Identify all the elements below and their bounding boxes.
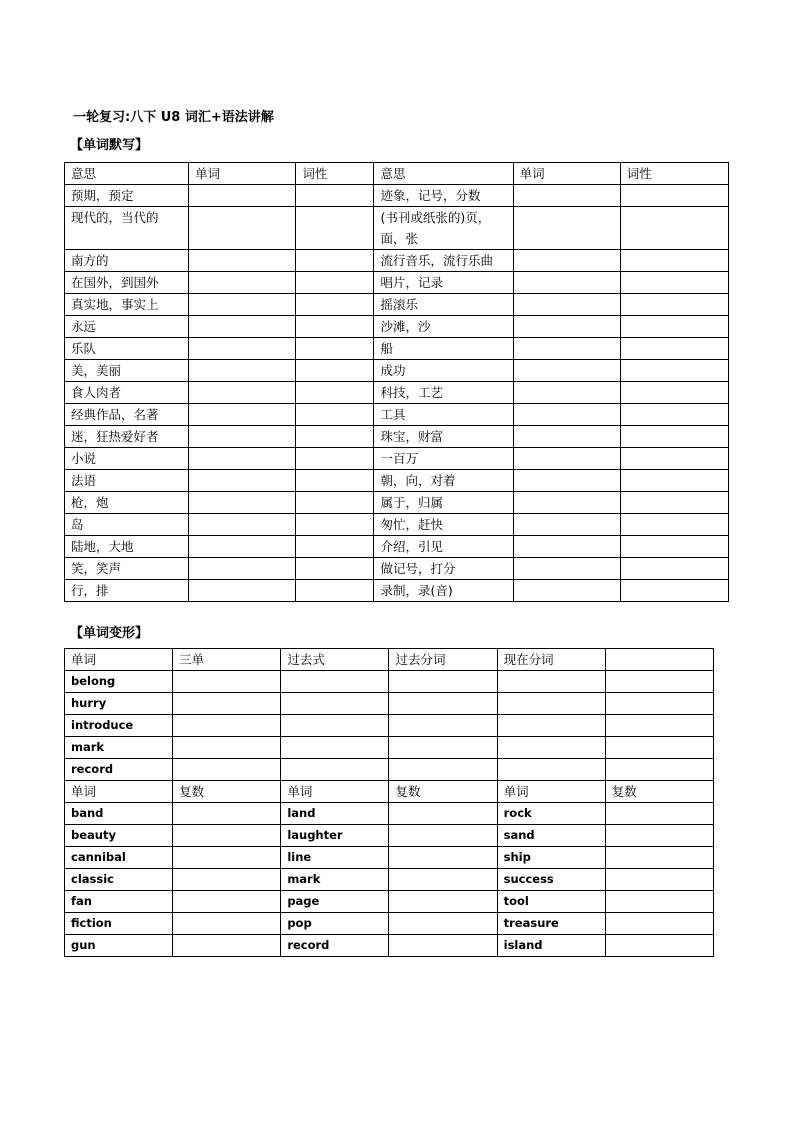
meaning-cell: 美，美丽 [65, 360, 189, 382]
plural-answer-cell[interactable] [173, 935, 281, 957]
word-answer-cell[interactable] [189, 514, 296, 536]
plural-answer-cell[interactable] [605, 891, 713, 913]
form-answer-cell[interactable] [173, 759, 281, 781]
word-answer-cell[interactable] [189, 382, 296, 404]
plural-answer-cell[interactable] [173, 803, 281, 825]
column-header: 意思 [65, 163, 189, 185]
word-answer-cell[interactable] [513, 558, 620, 580]
pos-answer-cell[interactable] [296, 426, 374, 448]
pos-answer-cell[interactable] [296, 316, 374, 338]
noun-cell: pop [281, 913, 389, 935]
pos-answer-cell[interactable] [296, 207, 374, 250]
word-answer-cell[interactable] [189, 448, 296, 470]
meaning-cell: 在国外，到国外 [65, 272, 189, 294]
noun-cell: line [281, 847, 389, 869]
pos-answer-cell[interactable] [296, 294, 374, 316]
plural-answer-cell[interactable] [605, 803, 713, 825]
meaning-cell: 真实地，事实上 [65, 294, 189, 316]
word-answer-cell[interactable] [189, 536, 296, 558]
form-answer-cell[interactable] [497, 715, 605, 737]
pos-answer-cell[interactable] [296, 250, 374, 272]
noun-cell: treasure [497, 913, 605, 935]
word-answer-cell[interactable] [513, 536, 620, 558]
word-answer-cell[interactable] [513, 185, 620, 207]
pos-answer-cell[interactable] [620, 426, 728, 448]
table-row [65, 913, 714, 935]
verb-cell: record [65, 759, 173, 781]
word-answer-cell[interactable] [513, 382, 620, 404]
column-header: 单词 [497, 781, 605, 803]
word-answer-cell[interactable] [513, 470, 620, 492]
pos-answer-cell[interactable] [296, 514, 374, 536]
pos-answer-cell[interactable] [620, 382, 728, 404]
table-row [65, 558, 729, 580]
table-row [65, 250, 729, 272]
plural-answer-cell[interactable] [389, 935, 497, 957]
noun-cell: island [497, 935, 605, 957]
word-answer-cell[interactable] [189, 470, 296, 492]
plural-answer-cell[interactable] [173, 869, 281, 891]
section-heading-word-forms: 【单词变形】 [70, 626, 149, 641]
meaning-cell: 一百万 [374, 448, 513, 470]
table-header-row [65, 163, 729, 185]
column-header: 单词 [281, 781, 389, 803]
form-answer-cell[interactable] [281, 715, 389, 737]
column-header: 词性 [620, 163, 728, 185]
word-answer-cell[interactable] [189, 250, 296, 272]
plural-answer-cell[interactable] [605, 869, 713, 891]
column-header [605, 649, 713, 671]
form-answer-cell[interactable] [281, 671, 389, 693]
pos-answer-cell[interactable] [620, 207, 728, 250]
table-row [65, 294, 729, 316]
meaning-cell: 做记号，打分 [374, 558, 513, 580]
noun-cell: laughter [281, 825, 389, 847]
noun-cell: gun [65, 935, 173, 957]
meaning-cell: 摇滚乐 [374, 294, 513, 316]
table-row [65, 536, 729, 558]
pos-answer-cell[interactable] [620, 316, 728, 338]
pos-answer-cell[interactable] [620, 492, 728, 514]
meaning-cell: 工具 [374, 404, 513, 426]
meaning-cell: 笑，笑声 [65, 558, 189, 580]
form-answer-cell[interactable] [389, 693, 497, 715]
form-answer-cell[interactable] [173, 671, 281, 693]
plural-answer-cell[interactable] [389, 869, 497, 891]
word-answer-cell[interactable] [189, 185, 296, 207]
meaning-cell: 属于，归属 [374, 492, 513, 514]
word-answer-cell[interactable] [189, 272, 296, 294]
table-row [65, 470, 729, 492]
word-answer-cell[interactable] [189, 360, 296, 382]
table-row [65, 185, 729, 207]
page-title: 一轮复习:八下 U8 词汇+语法讲解 [73, 110, 274, 125]
table-row [65, 759, 714, 781]
pos-answer-cell[interactable] [620, 272, 728, 294]
word-answer-cell[interactable] [513, 207, 620, 250]
column-header: 三单 [173, 649, 281, 671]
plural-answer-cell[interactable] [605, 825, 713, 847]
meaning-cell: 迹象，记号，分数 [374, 185, 513, 207]
word-answer-cell[interactable] [513, 250, 620, 272]
pos-answer-cell[interactable] [296, 404, 374, 426]
plural-answer-cell[interactable] [605, 935, 713, 957]
pos-answer-cell[interactable] [296, 272, 374, 294]
table-header-row [65, 649, 714, 671]
word-answer-cell[interactable] [513, 514, 620, 536]
form-answer-cell[interactable] [605, 693, 713, 715]
pos-answer-cell[interactable] [296, 536, 374, 558]
table-row [65, 693, 714, 715]
meaning-cell: 预期，预定 [65, 185, 189, 207]
meaning-cell: 成功 [374, 360, 513, 382]
form-answer-cell[interactable] [281, 737, 389, 759]
form-answer-cell[interactable] [389, 715, 497, 737]
plural-answer-cell[interactable] [173, 891, 281, 913]
word-answer-cell[interactable] [513, 316, 620, 338]
form-answer-cell[interactable] [173, 693, 281, 715]
pos-answer-cell[interactable] [620, 250, 728, 272]
word-answer-cell[interactable] [513, 294, 620, 316]
word-answer-cell[interactable] [189, 492, 296, 514]
column-header: 意思 [374, 163, 513, 185]
word-answer-cell[interactable] [189, 338, 296, 360]
form-answer-cell[interactable] [389, 759, 497, 781]
plural-answer-cell[interactable] [605, 913, 713, 935]
verb-cell: belong [65, 671, 173, 693]
word-answer-cell[interactable] [513, 272, 620, 294]
meaning-cell: 永远 [65, 316, 189, 338]
table-row [65, 272, 729, 294]
table-row [65, 404, 729, 426]
plural-answer-cell[interactable] [389, 803, 497, 825]
meaning-cell: 流行音乐，流行乐曲 [374, 250, 513, 272]
meaning-cell: 岛 [65, 514, 189, 536]
table-row [65, 847, 714, 869]
noun-cell: ship [497, 847, 605, 869]
pos-answer-cell[interactable] [620, 448, 728, 470]
word-answer-cell[interactable] [513, 404, 620, 426]
meaning-cell: 沙滩，沙 [374, 316, 513, 338]
word-answer-cell[interactable] [189, 580, 296, 602]
noun-cell: success [497, 869, 605, 891]
word-answer-cell[interactable] [189, 294, 296, 316]
noun-cell: rock [497, 803, 605, 825]
noun-cell: record [281, 935, 389, 957]
table-row [65, 207, 729, 250]
form-answer-cell[interactable] [281, 693, 389, 715]
plural-answer-cell[interactable] [173, 913, 281, 935]
column-header: 单词 [513, 163, 620, 185]
column-header: 复数 [389, 781, 497, 803]
table-row [65, 869, 714, 891]
noun-cell: fan [65, 891, 173, 913]
table-row [65, 803, 714, 825]
noun-cell: page [281, 891, 389, 913]
form-answer-cell[interactable] [497, 759, 605, 781]
meaning-cell: (书刊或纸张的)页，面，张 [374, 207, 513, 250]
column-header: 现在分词 [497, 649, 605, 671]
meaning-cell: 迷，狂热爱好者 [65, 426, 189, 448]
plural-answer-cell[interactable] [173, 825, 281, 847]
meaning-cell: 现代的，当代的 [65, 207, 189, 250]
form-answer-cell[interactable] [605, 737, 713, 759]
table-row [65, 825, 714, 847]
form-answer-cell[interactable] [497, 737, 605, 759]
word-answer-cell[interactable] [189, 207, 296, 250]
word-forms-table [64, 648, 714, 957]
table-row [65, 382, 729, 404]
table-row [65, 514, 729, 536]
table-row [65, 935, 714, 957]
table-row [65, 580, 729, 602]
pos-answer-cell[interactable] [620, 558, 728, 580]
table-row [65, 715, 714, 737]
word-answer-cell[interactable] [513, 360, 620, 382]
form-answer-cell[interactable] [605, 715, 713, 737]
form-answer-cell[interactable] [173, 715, 281, 737]
pos-answer-cell[interactable] [620, 514, 728, 536]
table-row [65, 671, 714, 693]
pos-answer-cell[interactable] [296, 360, 374, 382]
pos-answer-cell[interactable] [296, 558, 374, 580]
form-answer-cell[interactable] [389, 671, 497, 693]
word-answer-cell[interactable] [513, 338, 620, 360]
meaning-cell: 录制，录(音) [374, 580, 513, 602]
meaning-cell: 珠宝，财富 [374, 426, 513, 448]
meaning-cell: 唱片，记录 [374, 272, 513, 294]
word-answer-cell[interactable] [189, 558, 296, 580]
pos-answer-cell[interactable] [620, 536, 728, 558]
meaning-cell: 科技，工艺 [374, 382, 513, 404]
pos-answer-cell[interactable] [296, 492, 374, 514]
noun-cell: classic [65, 869, 173, 891]
table-row [65, 316, 729, 338]
pos-answer-cell[interactable] [296, 382, 374, 404]
column-header: 词性 [296, 163, 374, 185]
verb-cell: mark [65, 737, 173, 759]
meaning-cell: 介绍，引见 [374, 536, 513, 558]
column-header: 过去分词 [389, 649, 497, 671]
word-answer-cell[interactable] [513, 426, 620, 448]
meaning-cell: 行，排 [65, 580, 189, 602]
verb-cell: hurry [65, 693, 173, 715]
table-row [65, 891, 714, 913]
noun-cell: beauty [65, 825, 173, 847]
pos-answer-cell[interactable] [620, 360, 728, 382]
table-row [65, 492, 729, 514]
noun-cell: tool [497, 891, 605, 913]
form-answer-cell[interactable] [605, 671, 713, 693]
table-row [65, 338, 729, 360]
meaning-cell: 朝，向，对着 [374, 470, 513, 492]
table-header-row [65, 781, 714, 803]
meaning-cell: 船 [374, 338, 513, 360]
word-answer-cell[interactable] [513, 448, 620, 470]
noun-cell: land [281, 803, 389, 825]
pos-answer-cell[interactable] [620, 294, 728, 316]
pos-answer-cell[interactable] [296, 580, 374, 602]
word-answer-cell[interactable] [513, 492, 620, 514]
column-header: 单词 [189, 163, 296, 185]
pos-answer-cell[interactable] [620, 185, 728, 207]
pos-answer-cell[interactable] [620, 338, 728, 360]
pos-answer-cell[interactable] [620, 470, 728, 492]
noun-cell: fiction [65, 913, 173, 935]
table-row [65, 448, 729, 470]
table-row [65, 360, 729, 382]
table-row [65, 426, 729, 448]
meaning-cell: 枪，炮 [65, 492, 189, 514]
plural-answer-cell[interactable] [605, 847, 713, 869]
meaning-cell: 法语 [65, 470, 189, 492]
plural-answer-cell[interactable] [173, 847, 281, 869]
form-answer-cell[interactable] [497, 671, 605, 693]
meaning-cell: 小说 [65, 448, 189, 470]
word-answer-cell[interactable] [189, 404, 296, 426]
table-row [65, 737, 714, 759]
form-answer-cell[interactable] [605, 759, 713, 781]
plural-answer-cell[interactable] [389, 913, 497, 935]
meaning-cell: 经典作品，名著 [65, 404, 189, 426]
column-header: 单词 [65, 781, 173, 803]
plural-answer-cell[interactable] [389, 847, 497, 869]
pos-answer-cell[interactable] [296, 470, 374, 492]
meaning-cell: 食人肉者 [65, 382, 189, 404]
column-header: 单词 [65, 649, 173, 671]
meaning-cell: 匆忙，赶快 [374, 514, 513, 536]
meaning-cell: 南方的 [65, 250, 189, 272]
column-header: 过去式 [281, 649, 389, 671]
word-answer-cell[interactable] [513, 580, 620, 602]
noun-cell: cannibal [65, 847, 173, 869]
word-answer-cell[interactable] [189, 316, 296, 338]
plural-answer-cell[interactable] [389, 891, 497, 913]
column-header: 复数 [605, 781, 713, 803]
pos-answer-cell[interactable] [620, 580, 728, 602]
form-answer-cell[interactable] [497, 693, 605, 715]
section-heading-dictation: 【单词默写】 [70, 138, 149, 153]
verb-cell: introduce [65, 715, 173, 737]
form-answer-cell[interactable] [389, 737, 497, 759]
pos-answer-cell[interactable] [296, 448, 374, 470]
form-answer-cell[interactable] [281, 759, 389, 781]
form-answer-cell[interactable] [173, 737, 281, 759]
pos-answer-cell[interactable] [296, 338, 374, 360]
noun-cell: band [65, 803, 173, 825]
pos-answer-cell[interactable] [296, 185, 374, 207]
word-answer-cell[interactable] [189, 426, 296, 448]
meaning-cell: 乐队 [65, 338, 189, 360]
column-header: 复数 [173, 781, 281, 803]
plural-answer-cell[interactable] [389, 825, 497, 847]
noun-cell: mark [281, 869, 389, 891]
pos-answer-cell[interactable] [620, 404, 728, 426]
dictation-table [64, 162, 729, 602]
noun-cell: sand [497, 825, 605, 847]
meaning-cell: 陆地，大地 [65, 536, 189, 558]
